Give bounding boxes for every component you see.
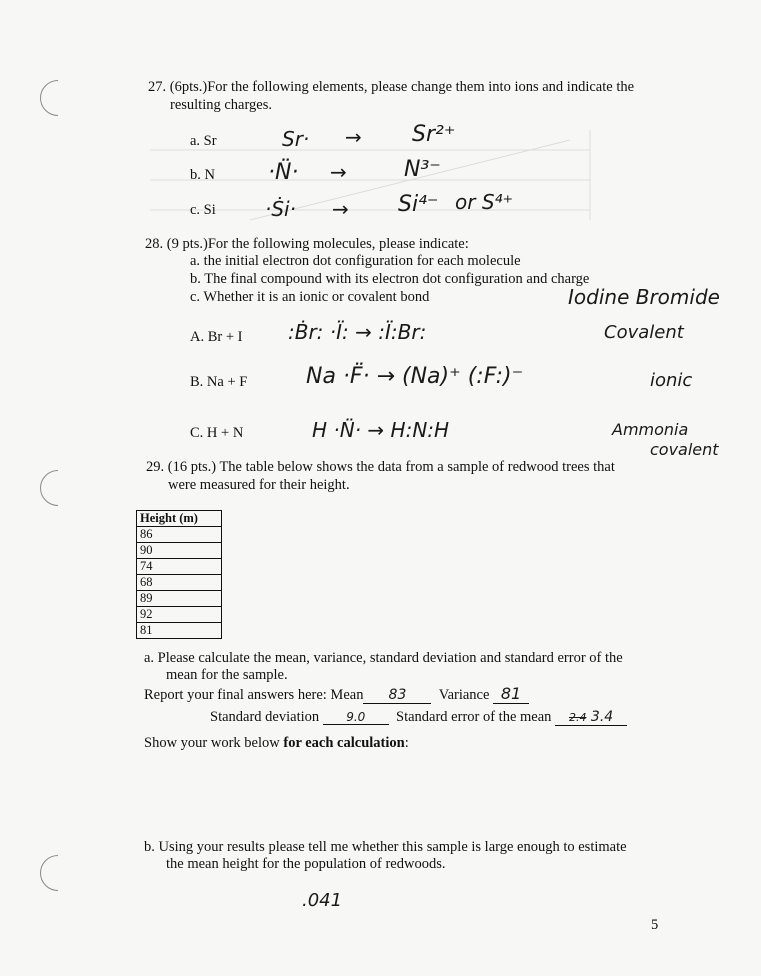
q27-title: 27. (6pts.)For the following elements, please change them into ions and indicate the (148, 79, 635, 95)
table-cell: 68 (137, 575, 222, 591)
q28-title: 28. (9 pts.)For the following molecules, please indicate: (145, 236, 469, 252)
mean-answer: 83 (363, 687, 431, 704)
variance-answer: 81 (493, 684, 529, 704)
table-cell: 74 (137, 559, 222, 575)
q28-row-label: A. Br + I (190, 329, 243, 345)
q27-dot-structure: ·Ṡi· (265, 197, 296, 221)
height-table (136, 510, 222, 639)
variance-label: Variance (438, 687, 490, 703)
q28-note: Iodine Bromide (568, 285, 720, 309)
report-label: Report your final answers here: Mean (144, 687, 364, 703)
part-b-answer: .041 (302, 890, 343, 911)
q27-ion: N³⁻ (404, 157, 441, 182)
table-cell: 92 (137, 607, 222, 623)
sd-label: Standard deviation (210, 709, 320, 725)
hole-punch (40, 855, 76, 891)
show-work-text: Show your work below (144, 735, 284, 751)
table-cell: 81 (137, 623, 222, 639)
table-row (137, 559, 222, 575)
q27-item-label: a. Sr (190, 133, 217, 149)
arrow-icon: → (332, 197, 349, 221)
bleed-through-grid (150, 120, 610, 230)
q28-sub: c. Whether it is an ionic or covalent bond (190, 289, 430, 305)
q28-bond-type: covalent (650, 440, 719, 459)
q28-sub: a. the initial electron dot configuration for each molecule (190, 253, 521, 269)
q27-title-cont: resulting charges. (170, 97, 273, 113)
q29-part-b: b. Using your results please tell me whether this sample is large enough to estimate (144, 839, 627, 855)
q27-ion: Si⁴⁻ (398, 192, 439, 217)
table-cell: 86 (137, 527, 222, 543)
hole-punch (40, 470, 76, 506)
show-work-punct: : (404, 735, 409, 751)
q27-ion: Sr²⁺ (412, 122, 456, 147)
se-answer (555, 709, 627, 726)
q28-work: H ·N̈· → H:N:H (312, 418, 450, 442)
table-row (137, 543, 222, 559)
show-work-instruction (144, 735, 409, 752)
table-cell: 90 (137, 543, 222, 559)
arrow-icon: → (345, 125, 362, 149)
q27-alt-ion: or S⁴⁺ (455, 190, 514, 214)
q28-bond-type: Covalent (604, 322, 684, 343)
q28-work: :Ḃr: ·Ï: → :Ï:Br: (288, 320, 427, 344)
table-row (137, 575, 222, 591)
q28-bond-type: ionic (650, 370, 693, 391)
table-row (137, 591, 222, 607)
page-number: 5 (651, 917, 659, 933)
table-row (137, 607, 222, 623)
q29-part-a: a. Please calculate the mean, variance, standard deviation and standard error of the (144, 650, 623, 666)
se-final-answer: 3.4 (590, 709, 614, 725)
hole-punch (40, 80, 76, 116)
q28-row-label: B. Na + F (190, 374, 248, 390)
show-work-emphasis: for each calculation (283, 735, 405, 751)
q29-title: 29. (16 pts.) The table below shows the data from a sample of redwood trees that (146, 459, 615, 475)
table-row (137, 527, 222, 543)
table-row (137, 623, 222, 639)
q29-part-a-cont: mean for the sample. (166, 667, 288, 683)
q29-part-b-cont: the mean height for the population of redwoods. (166, 856, 446, 872)
q28-work: Na ·F̈· → (Na)⁺ (:F:)⁻ (306, 364, 524, 389)
q29-title-cont: were measured for their height. (168, 477, 350, 493)
se-struck-answer: 2.4 (568, 711, 587, 724)
q27-dot-structure: ·N̈· (268, 160, 299, 185)
table-header: Height (m) (137, 511, 222, 527)
q28-note: Ammonia (612, 420, 689, 439)
answer-line (144, 684, 529, 704)
q27-item-label: b. N (190, 167, 215, 183)
q27-item-label: c. Si (190, 202, 216, 218)
q28-row-label: C. H + N (190, 425, 244, 441)
sd-answer: 9.0 (323, 710, 389, 725)
answer-line (210, 709, 627, 726)
table-cell: 89 (137, 591, 222, 607)
q28-sub: b. The final compound with its electron dot configuration and charge (190, 271, 590, 287)
q27-dot-structure: Sr· (282, 127, 310, 151)
arrow-icon: → (330, 160, 347, 184)
se-label: Standard error of the mean (396, 709, 552, 725)
